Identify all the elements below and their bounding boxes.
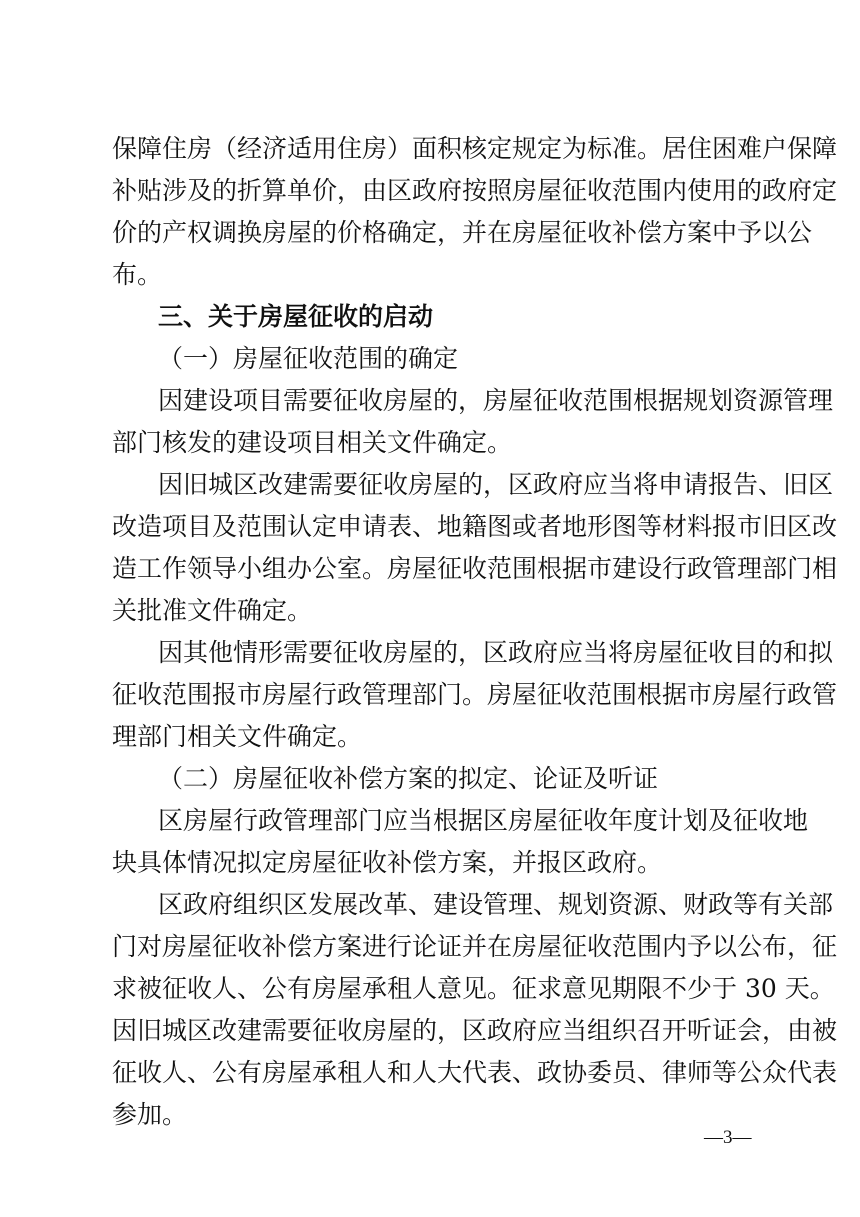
paragraph-line: 布。 — [112, 260, 163, 289]
paragraph-line: 改造项目及范围认定申请表、地籍图或者地形图等材料报市旧区改 — [112, 512, 838, 541]
subsection-heading: （一）房屋征收范围的确定 — [158, 344, 459, 373]
paragraph-line: 区房屋行政管理部门应当根据区房屋征收年度计划及征收地 — [158, 806, 809, 835]
paragraph-line: 区政府组织区发展改革、建设管理、规划资源、财政等有关部 — [158, 890, 834, 919]
paragraph-line: 因建设项目需要征收房屋的，房屋征收范围根据规划资源管理 — [158, 386, 834, 415]
paragraph-line: 理部门相关文件确定。 — [112, 722, 363, 751]
paragraph-line: 关批准文件确定。 — [112, 596, 313, 625]
paragraph-line: 征收范围报市房屋行政管理部门。房屋征收范围根据市房屋行政管 — [112, 680, 838, 709]
paragraph-line: 参加。 — [112, 1100, 188, 1129]
paragraph-line: 因旧城区改建需要征收房屋的，区政府应当组织召开听证会，由被 — [112, 1016, 838, 1045]
paragraph-line: 征收人、公有房屋承租人和人大代表、政协委员、律师等公众代表 — [112, 1058, 838, 1087]
paragraph-line: 求被征收人、公有房屋承租人意见。征求意见期限不少于 30 天。 — [112, 974, 835, 1003]
paragraph-line: 因旧城区改建需要征收房屋的，区政府应当将申请报告、旧区 — [158, 470, 834, 499]
paragraph-line: 因其他情形需要征收房屋的，区政府应当将房屋征收目的和拟 — [158, 638, 834, 667]
paragraph-line: 保障住房（经济适用住房）面积核定规定为标准。居住困难户保障 — [112, 134, 838, 163]
paragraph-line: 价的产权调换房屋的价格确定，并在房屋征收补偿方案中予以公 — [112, 218, 813, 247]
paragraph-line: 块具体情况拟定房屋征收补偿方案，并报区政府。 — [112, 848, 663, 877]
section-heading: 三、关于房屋征收的启动 — [158, 302, 434, 331]
subsection-heading: （二）房屋征收补偿方案的拟定、论证及听证 — [158, 764, 659, 793]
paragraph-line: 部门核发的建设项目相关文件确定。 — [112, 428, 513, 457]
paragraph-line: 补贴涉及的折算单价，由区政府按照房屋征收范围内使用的政府定 — [112, 176, 838, 205]
page-number: —3— — [704, 1127, 752, 1148]
paragraph-line: 门对房屋征收补偿方案进行论证并在房屋征收范围内予以公布，征 — [112, 932, 838, 961]
document-body — [112, 128, 838, 1136]
paragraph-line: 造工作领导小组办公室。房屋征收范围根据市建设行政管理部门相 — [112, 554, 838, 583]
